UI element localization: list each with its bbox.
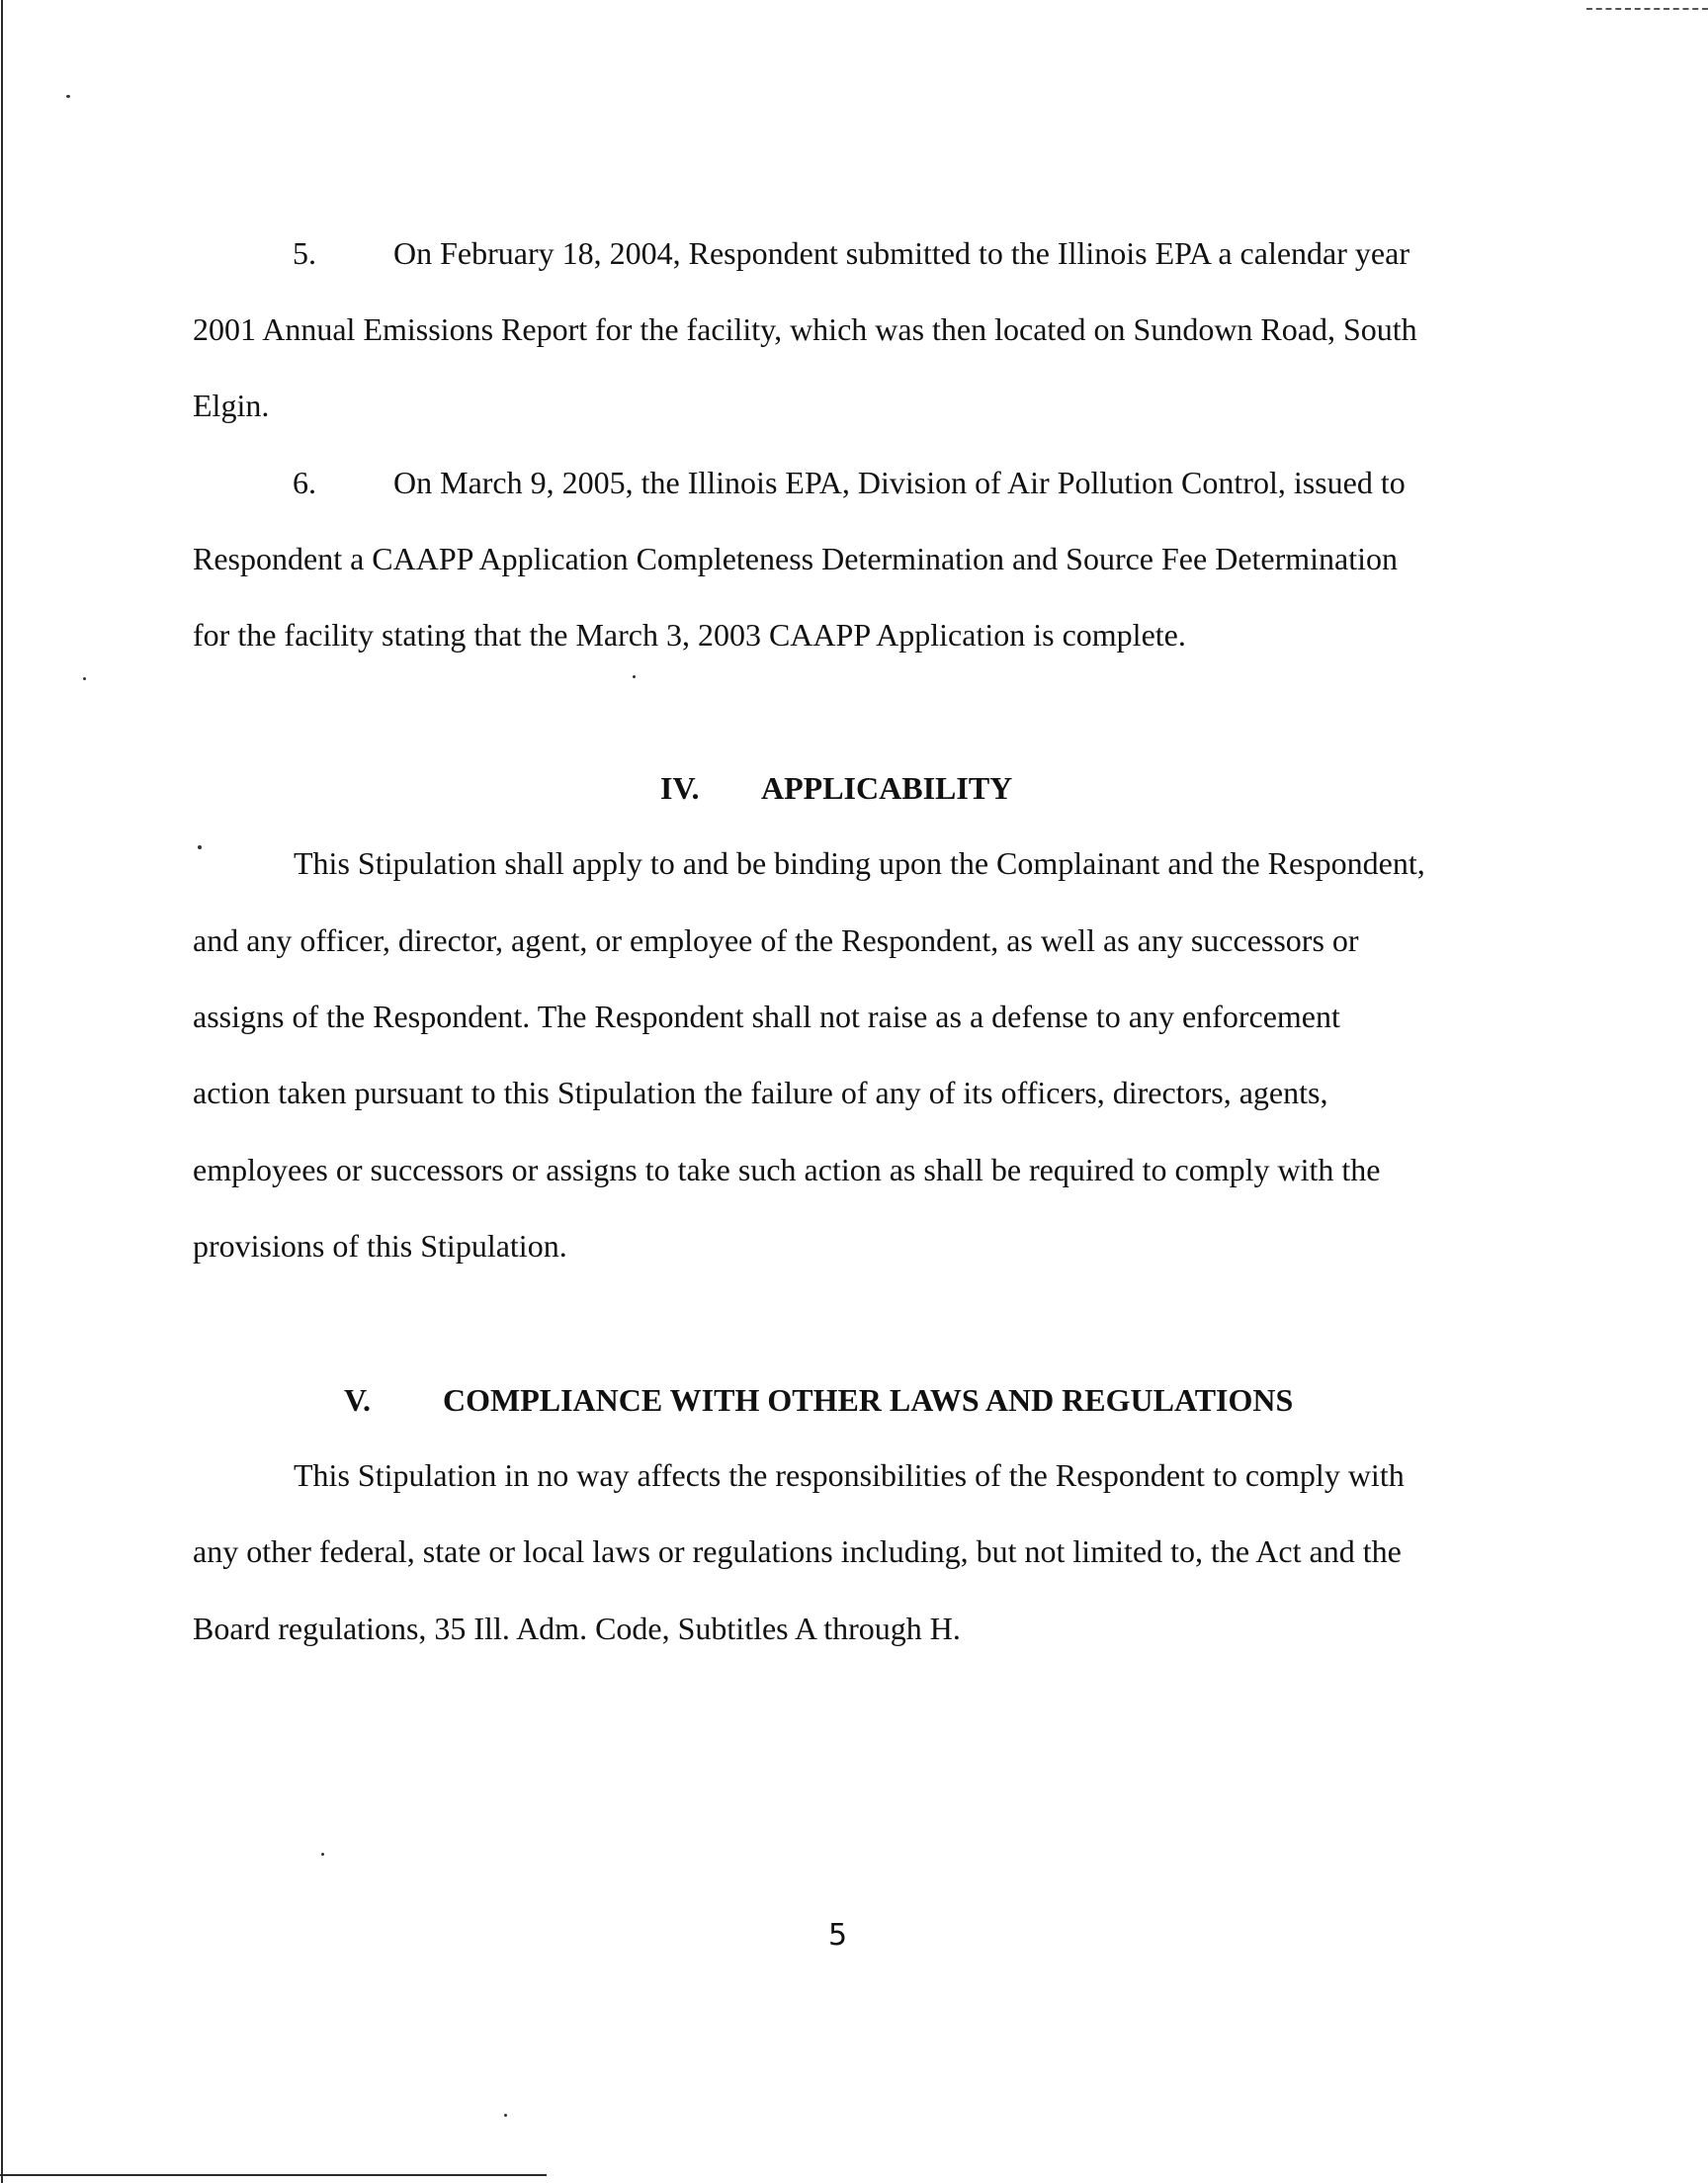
paragraph-6-line-3: for the facility stating that the March 3, 2003 CAAPP Application is complete.	[193, 617, 1186, 653]
paragraph-6-line-1: On March 9, 2005, the Illinois EPA, Division of Air Pollution Control, issued to	[393, 465, 1406, 500]
scan-speck	[83, 677, 86, 680]
section-5-title: COMPLIANCE WITH OTHER LAWS AND REGULATIONS	[443, 1382, 1294, 1418]
paragraph-6-number: 6.	[293, 465, 316, 500]
paragraph-6-line-2: Respondent a CAAPP Application Completeness Determination and Source Fee Determination	[193, 541, 1399, 576]
section-4-line-3: assigns of the Respondent. The Respondent shall not raise as a defense to any enforcement	[193, 999, 1340, 1034]
paragraph-5-number: 5.	[293, 235, 316, 271]
paragraph-5-line-2: 2001 Annual Emissions Report for the facility, which was then located on Sundown Road, South	[193, 311, 1417, 347]
scan-edge-left	[1, 0, 3, 2183]
section-4-line-4: action taken pursuant to this Stipulation the failure of any of its officers, directors, agents,	[193, 1075, 1328, 1110]
scan-edge-top-right	[1586, 8, 1708, 10]
scan-speck	[66, 95, 70, 98]
scan-speck	[504, 2114, 507, 2117]
page-number: 5	[828, 1918, 848, 1953]
section-4-line-5: employees or successors or assigns to take such action as shall be required to comply with the	[193, 1152, 1381, 1187]
paragraph-5-line-1: On February 18, 2004, Respondent submitted to the Illinois EPA a calendar year	[393, 235, 1409, 271]
scan-edge-bottom	[0, 2174, 547, 2176]
scan-speck	[198, 845, 202, 849]
section-4-heading	[660, 768, 1012, 808]
section-4-number: IV.	[660, 770, 700, 806]
section-5-number: V.	[344, 1382, 371, 1418]
section-4-title: APPLICABILITY	[761, 770, 1013, 806]
section-5-line-1: This Stipulation in no way affects the responsibilities of the Respondent to comply with	[294, 1457, 1405, 1493]
scan-speck	[321, 1853, 324, 1856]
paragraph-5-line-3: Elgin.	[193, 388, 270, 423]
scan-speck	[633, 675, 636, 678]
section-4-line-2: and any officer, director, agent, or employee of the Respondent, as well as any successors or	[193, 922, 1359, 958]
section-4-line-1: This Stipulation shall apply to and be binding upon the Complainant and the Respondent,	[294, 845, 1425, 881]
section-5-line-3: Board regulations, 35 Ill. Adm. Code, Subtitles A through H.	[193, 1611, 961, 1646]
section-5-heading	[344, 1380, 1293, 1420]
section-4-line-6: provisions of this Stipulation.	[193, 1228, 567, 1264]
section-5-line-2: any other federal, state or local laws or regulations including, but not limited to, the Act and the	[193, 1533, 1402, 1569]
